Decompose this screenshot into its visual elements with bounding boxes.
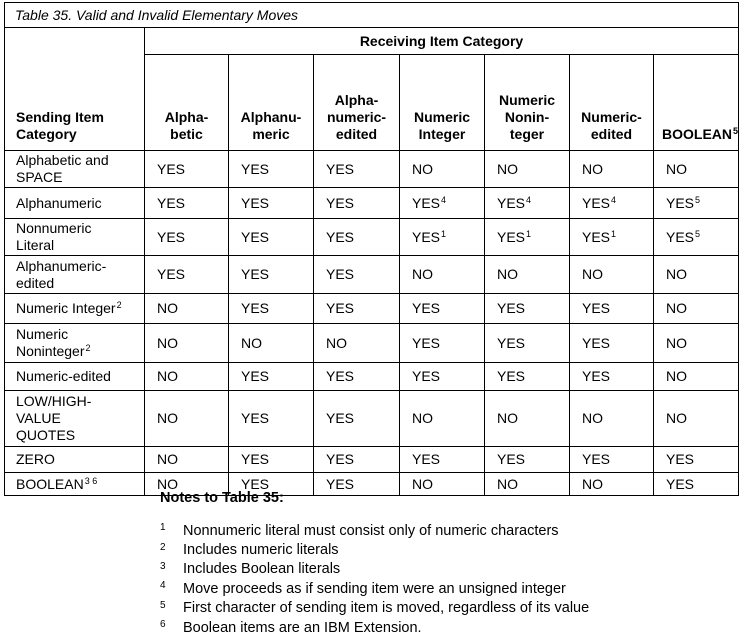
note-number: 1: [160, 522, 166, 534]
table-cell: [229, 219, 314, 256]
cell-value: NO: [157, 300, 178, 316]
cell-value: YES: [497, 228, 526, 245]
row-label-text: BOOLEAN: [16, 475, 84, 492]
cell-value: YES: [326, 194, 355, 211]
cell-value: YES: [582, 368, 611, 384]
note-text: Includes numeric literals: [183, 542, 339, 559]
column-header: [485, 55, 570, 151]
cell-value: NO: [157, 475, 178, 492]
cell-value: YES: [241, 194, 270, 211]
table-cell: [485, 219, 570, 256]
table-cell: [400, 391, 485, 447]
table-row: [5, 256, 739, 294]
cell-value: YES: [157, 266, 186, 282]
table-row: [5, 188, 739, 219]
cell-value: NO: [497, 475, 518, 492]
table-cell: [570, 188, 654, 219]
cell-value: YES: [241, 368, 270, 384]
table-cell: [654, 363, 739, 391]
row-label-text: Numeric-edited: [16, 368, 111, 384]
footnote-ref: 4: [441, 194, 447, 205]
notes-section: [160, 490, 589, 637]
cell-value: NO: [497, 160, 518, 177]
table-cell: [485, 363, 570, 391]
cell-value: NO: [666, 334, 687, 351]
note-item: [160, 521, 589, 540]
table-cell: [485, 324, 570, 363]
cell-value: NO: [497, 410, 518, 426]
table-cell: [145, 188, 229, 219]
cell-value: YES: [326, 410, 355, 426]
table-row: [5, 219, 739, 256]
cell-value: YES: [157, 160, 186, 177]
cell-value: YES: [582, 300, 611, 316]
table-row: [5, 294, 739, 324]
cell-value: YES: [241, 451, 270, 467]
table-cell: [229, 363, 314, 391]
cell-value: YES: [666, 475, 695, 492]
cell-value: NO: [582, 266, 603, 282]
table-cell: [145, 391, 229, 447]
row-label-text: Nonnumeric Literal: [16, 220, 92, 253]
row-label-text: ZERO: [16, 451, 55, 467]
column-header-label: Alpha- betic: [164, 109, 209, 142]
table-cell: [229, 188, 314, 219]
cell-value: NO: [666, 300, 687, 316]
table-cell: [485, 447, 570, 473]
column-header: [400, 55, 485, 151]
table-cell: [400, 219, 485, 256]
row-label-text: LOW/HIGH- VALUE QUOTES: [16, 393, 92, 443]
table-cell: [314, 391, 400, 447]
note-text: Includes Boolean literals: [183, 561, 341, 578]
cell-value: YES: [326, 228, 355, 245]
cell-value: YES: [582, 228, 611, 245]
note-number: 5: [160, 599, 166, 611]
cell-value: YES: [412, 334, 441, 351]
table-cell: [570, 219, 654, 256]
cell-value: NO: [497, 266, 518, 282]
table-cell: [229, 324, 314, 363]
table-body: [5, 151, 739, 496]
note-item: [160, 599, 589, 618]
column-header: [570, 55, 654, 151]
cell-value: YES: [497, 334, 526, 351]
cell-value: NO: [157, 451, 178, 467]
cell-value: YES: [326, 451, 355, 467]
table-cell: [314, 363, 400, 391]
table-cell: [314, 447, 400, 473]
note-text: Boolean items are an IBM Extension.: [183, 619, 422, 636]
cell-value: YES: [326, 475, 355, 492]
row-label-text: Numeric Integer: [16, 300, 116, 316]
elementary-moves-table: [4, 2, 739, 496]
table-row: [5, 363, 739, 391]
row-label: [5, 363, 145, 391]
table-cell: [654, 473, 739, 496]
cell-value: YES: [412, 451, 441, 467]
cell-value: NO: [666, 368, 687, 384]
cell-value: YES: [497, 194, 526, 211]
table-cell: [314, 219, 400, 256]
table-cell: [145, 324, 229, 363]
row-label: [5, 219, 145, 256]
table-cell: [485, 256, 570, 294]
cell-value: YES: [241, 300, 270, 316]
sending-item-category-header: Sending Item Category: [5, 28, 145, 151]
footnote-ref: 4: [526, 194, 532, 205]
cell-value: YES: [241, 160, 270, 177]
cell-value: YES: [326, 266, 355, 282]
table-cell: [654, 391, 739, 447]
table-cell: [229, 151, 314, 188]
row-label-text: Numeric Noninteger: [16, 326, 85, 359]
cell-value: YES: [666, 194, 695, 211]
table-cell: [229, 294, 314, 324]
table-cell: [570, 363, 654, 391]
table-row: [5, 391, 739, 447]
footnote-ref: 1: [441, 228, 447, 239]
footnote-ref: 5: [733, 126, 739, 136]
table-cell: [145, 447, 229, 473]
cell-value: YES: [157, 228, 186, 245]
cell-value: YES: [666, 451, 695, 467]
cell-value: YES: [412, 228, 441, 245]
column-header: [145, 55, 229, 151]
table-cell: [654, 256, 739, 294]
row-label: [5, 324, 145, 363]
cell-value: NO: [582, 160, 603, 177]
cell-value: YES: [582, 194, 611, 211]
cell-value: NO: [157, 368, 178, 384]
note-text: Nonnumeric literal must consist only of numeric characters: [183, 522, 559, 539]
row-label: [5, 391, 145, 447]
row-label: [5, 151, 145, 188]
cell-value: NO: [157, 410, 178, 426]
cell-value: YES: [497, 300, 526, 316]
table-cell: [314, 256, 400, 294]
table-cell: [400, 151, 485, 188]
column-header: [229, 55, 314, 151]
cell-value: NO: [412, 410, 433, 426]
table-cell: [570, 324, 654, 363]
table-cell: [229, 391, 314, 447]
cell-value: YES: [412, 300, 441, 316]
row-label: [5, 447, 145, 473]
cell-value: NO: [326, 334, 347, 351]
cell-value: NO: [412, 266, 433, 282]
table-row: [5, 447, 739, 473]
cell-value: YES: [582, 334, 611, 351]
column-header-label: Alphanu- meric: [240, 109, 302, 142]
table-cell: [314, 324, 400, 363]
column-header-label: Numeric- edited: [581, 109, 642, 142]
note-item: [160, 540, 589, 559]
row-label: [5, 294, 145, 324]
table-cell: [570, 151, 654, 188]
column-header: [314, 55, 400, 151]
row-label-text: Alphanumeric: [16, 194, 102, 211]
cell-value: YES: [326, 300, 355, 316]
table-cell: [654, 294, 739, 324]
cell-value: NO: [666, 410, 687, 426]
note-text: First character of sending item is moved, regardless of its value: [183, 600, 590, 617]
cell-value: NO: [157, 334, 178, 351]
cell-value: YES: [326, 160, 355, 177]
table-cell: [400, 363, 485, 391]
cell-value: YES: [497, 451, 526, 467]
notes-title: Notes to Table 35:: [160, 490, 284, 506]
table-cell: [145, 219, 229, 256]
footnote-ref: 1: [526, 228, 532, 239]
cell-value: YES: [412, 194, 441, 211]
table-cell: [314, 188, 400, 219]
cell-value: YES: [497, 368, 526, 384]
notes-list: [160, 521, 589, 637]
cell-value: YES: [412, 368, 441, 384]
note-text: Move proceeds as if sending item were an unsigned integer: [183, 580, 566, 597]
table-cell: [654, 151, 739, 188]
table-cell: [485, 294, 570, 324]
table-cell: [485, 391, 570, 447]
table-cell: [314, 151, 400, 188]
column-header: [654, 55, 739, 151]
note-item: [160, 618, 589, 637]
cell-value: NO: [582, 475, 603, 492]
table-cell: [570, 447, 654, 473]
cell-value: NO: [412, 475, 433, 492]
row-label: [5, 256, 145, 294]
table-cell: [654, 219, 739, 256]
note-number: 2: [160, 541, 166, 553]
cell-value: NO: [666, 160, 687, 177]
table-cell: [229, 447, 314, 473]
note-number: 4: [160, 580, 166, 592]
table-cell: [400, 188, 485, 219]
table-cell: [485, 151, 570, 188]
footnote-ref: 5: [695, 194, 701, 205]
table-cell: [654, 324, 739, 363]
cell-value: NO: [666, 266, 687, 282]
row-label: [5, 473, 145, 496]
table-cell: [570, 256, 654, 294]
table-cell: [145, 151, 229, 188]
note-number: 6: [160, 619, 166, 631]
table-cell: [145, 256, 229, 294]
footnote-ref: 2: [116, 300, 122, 310]
note-number: 3: [160, 560, 166, 572]
cell-value: NO: [412, 160, 433, 177]
table-caption: Table 35. Valid and Invalid Elementary Moves: [5, 3, 739, 28]
row-label-text: Alphabetic and SPACE: [16, 152, 109, 185]
cell-value: YES: [666, 228, 695, 245]
footnote-ref: 2: [85, 343, 91, 353]
table-cell: [400, 447, 485, 473]
cell-value: YES: [326, 368, 355, 384]
cell-value: YES: [241, 475, 270, 492]
table-cell: [400, 256, 485, 294]
table-cell: [570, 294, 654, 324]
table-cell: [654, 447, 739, 473]
column-header-label: Alpha- numeric- edited: [326, 92, 387, 142]
footnote-ref: 4: [611, 194, 617, 205]
table-cell: [400, 294, 485, 324]
cell-value: YES: [241, 410, 270, 426]
note-item: [160, 579, 589, 598]
row-label-text: Alphanumeric- edited: [16, 257, 107, 291]
cell-value: YES: [582, 451, 611, 467]
table-cell: [400, 324, 485, 363]
table-row: [5, 324, 739, 363]
cell-value: NO: [582, 410, 603, 426]
table-cell: [570, 391, 654, 447]
table-cell: [145, 363, 229, 391]
column-header-label: BOOLEAN: [662, 126, 732, 142]
footnote-ref: 1: [611, 228, 617, 239]
cell-value: YES: [241, 266, 270, 282]
column-header-label: Numeric Nonin- teger: [498, 92, 556, 142]
table-cell: [314, 294, 400, 324]
receiving-item-category-header: Receiving Item Category: [145, 28, 739, 55]
footnote-ref: 3 6: [84, 475, 98, 486]
footnote-ref: 5: [695, 228, 701, 239]
table-row: [5, 151, 739, 188]
table-cell: [485, 188, 570, 219]
column-header-label: Numeric Integer: [413, 109, 471, 142]
cell-value: NO: [241, 334, 262, 351]
table-cell: [145, 294, 229, 324]
cell-value: YES: [241, 228, 270, 245]
table-cell: [654, 188, 739, 219]
cell-value: YES: [157, 194, 186, 211]
row-label: [5, 188, 145, 219]
table-cell: [229, 256, 314, 294]
note-item: [160, 560, 589, 579]
